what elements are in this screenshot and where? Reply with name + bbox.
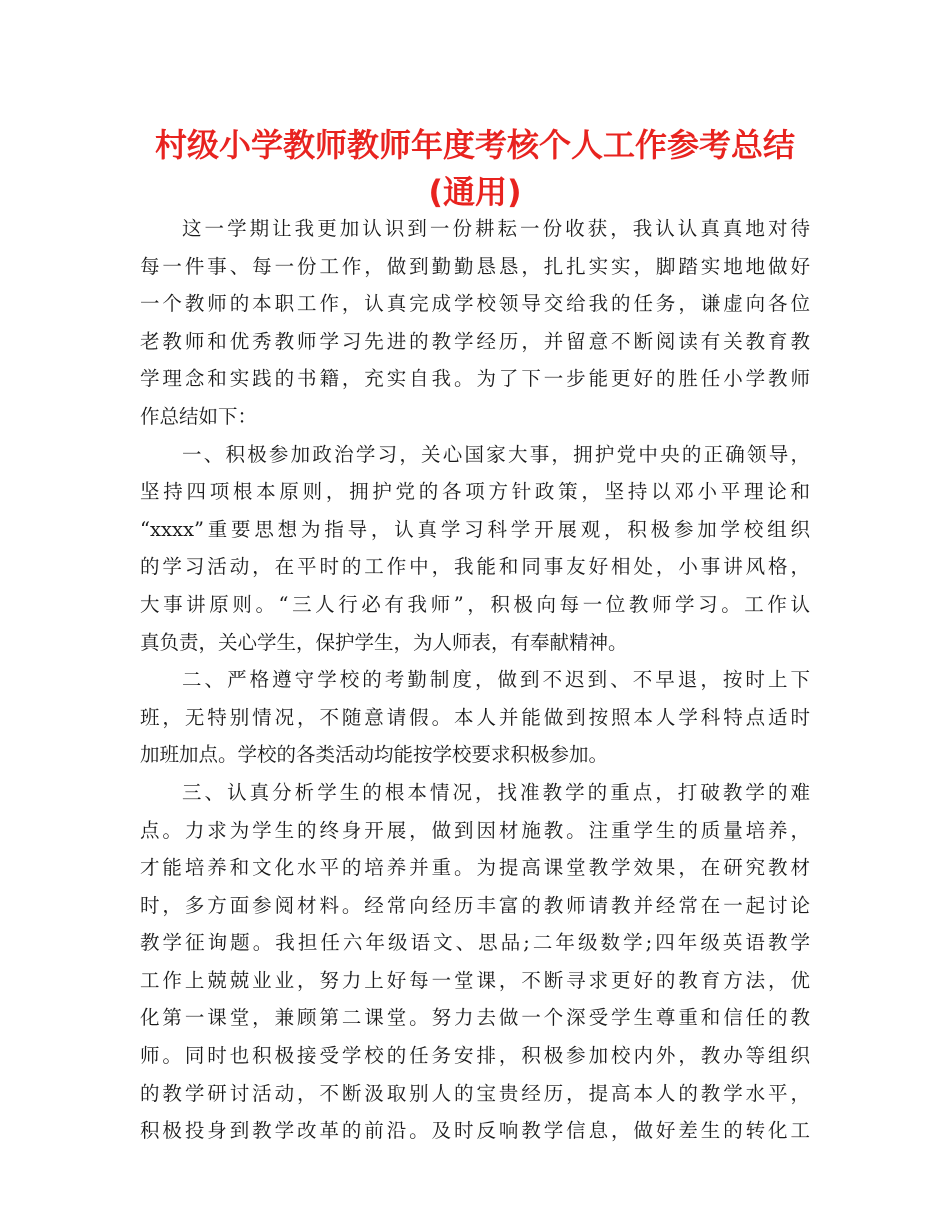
- body-line: 工作上兢兢业业，努力上好每一堂课，不断寻求更好的教育方法，优: [140, 968, 810, 992]
- body-line: 这一学期让我更加认识到一份耕耘一份收获，我认认真真地对待: [182, 217, 810, 240]
- body-line: 坚持四项根本原则，拥护党的各项方针政策，坚持以邓小平理论和: [140, 480, 810, 504]
- body-line: 三、认真分析学生的根本情况，找准教学的重点，打破教学的难: [182, 780, 810, 804]
- body-line: 点。力求为学生的终身开展，做到因材施教。注重学生的质量培养，: [140, 818, 810, 842]
- body-line: 作总结如下：: [140, 404, 258, 428]
- body-line: 老教师和优秀教师学习先进的教学经历，并留意不断阅读有关教育教: [140, 329, 810, 353]
- body-line: 的学习活动，在平时的工作中，我能和同事友好相处，小事讲风格，: [140, 555, 810, 579]
- body-line: 真负责，关心学生，保护学生，为人师表，有奉献精神。: [140, 630, 628, 654]
- body-line: 才能培养和文化水平的培养并重。为提高课堂教学效果，在研究教材: [140, 856, 810, 880]
- body-line: 加班加点。学校的各类活动均能按学校要求积极参加。: [140, 743, 609, 767]
- body-line: 二、严格遵守学校的考勤制度，做到不迟到、不早退，按时上下: [182, 668, 810, 692]
- body-line: 积极投身到教学改革的前沿。及时反响教学信息，做好差生的转化工: [140, 1119, 810, 1143]
- body-line: 班，无特别情况，不随意请假。本人并能做到按照本人学科特点适时: [140, 705, 810, 729]
- document-title-line-1: 村级小学教师教师年度考核个人工作参考总结: [154, 126, 795, 164]
- document-title-line-2: (通用): [428, 173, 522, 211]
- body-line: “xxxx”重要思想为指导，认真学习科学开展观，积极参加学校组织: [140, 517, 810, 541]
- body-line: 一、积极参加政治学习，关心国家大事，拥护党中央的正确领导，: [182, 442, 810, 466]
- body-line: 教学征询题。我担任六年级语文、思品;二年级数学;四年级英语教学: [140, 931, 810, 955]
- body-line: 的教学研讨活动，不断汲取别人的宝贵经历，提高本人的教学水平，: [140, 1081, 810, 1105]
- body-line: 大事讲原则。“三人行必有我师”，积极向每一位教师学习。工作认: [140, 592, 810, 616]
- body-line: 每一件事、每一份工作，做到勤勤恳恳，扎扎实实，脚踏实地地做好: [140, 254, 810, 278]
- body-line: 学理念和实践的书籍，充实自我。为了下一步能更好的胜任小学教师: [140, 367, 810, 391]
- document-body: [140, 210, 810, 1150]
- body-line: 时，多方面参阅材料。经常向经历丰富的教师请教并经常在一起讨论: [140, 893, 810, 917]
- body-line: 化第一课堂，兼顾第二课堂。努力去做一个深受学生尊重和信任的教: [140, 1006, 810, 1030]
- body-line: 师。同时也积极接受学校的任务安排，积极参加校内外，教办等组织: [140, 1044, 810, 1068]
- body-line: 一个教师的本职工作，认真完成学校领导交给我的任务，谦虚向各位: [140, 292, 810, 316]
